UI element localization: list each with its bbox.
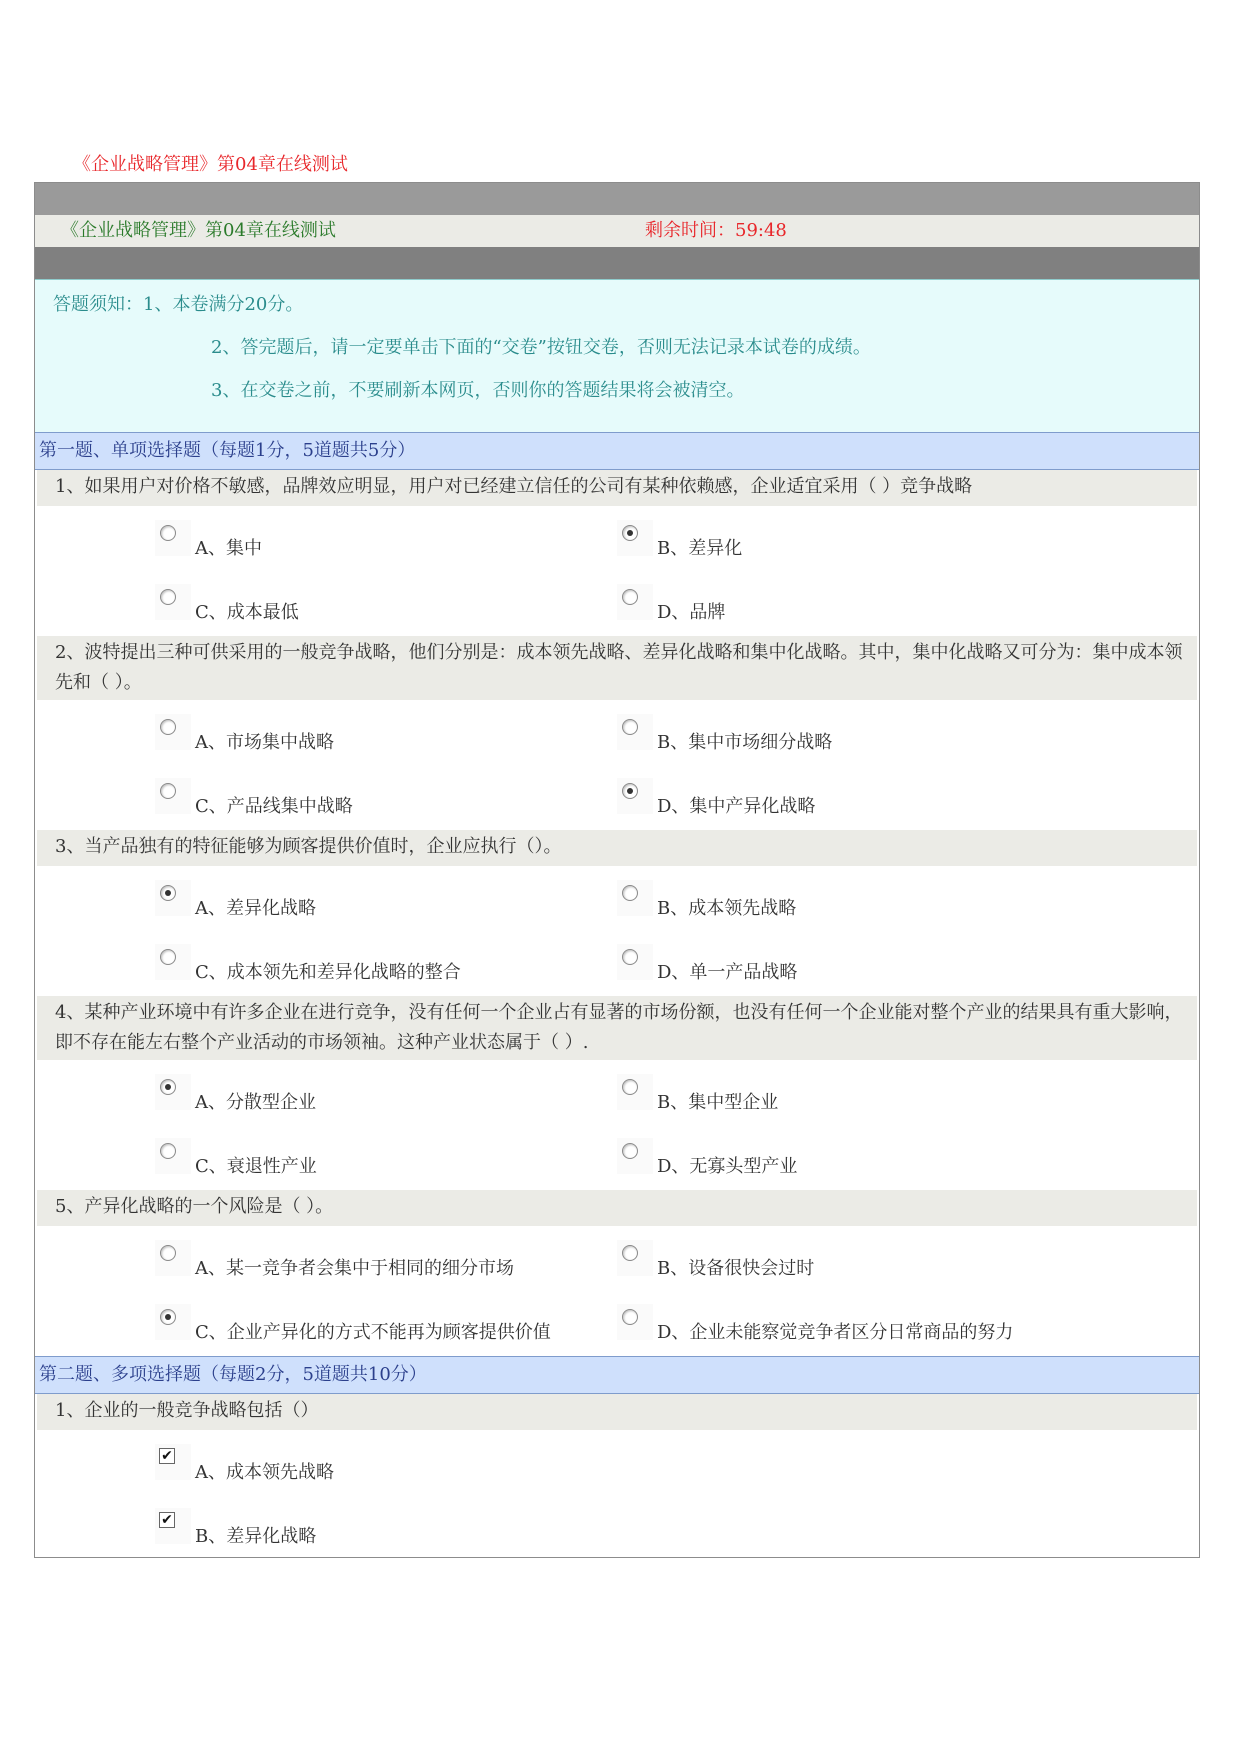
radio-button-icon[interactable]	[160, 1143, 176, 1159]
top-bar	[35, 183, 1199, 215]
exam-header	[35, 215, 1199, 247]
question-text: 2、波特提出三种可供采用的一般竞争战略，他们分别是：成本领先战略、差异化战略和集中化战略。其中，集中化战略又可分为：集中成本领先和（ ）。	[37, 636, 1197, 700]
section-single-choice-title: 第一题、单项选择题（每题1分，5道题共5分）	[35, 432, 1199, 470]
radio-button-icon[interactable]	[160, 525, 176, 541]
option-label: D、品牌	[657, 602, 726, 623]
radio-button-icon[interactable]	[622, 1245, 638, 1261]
radio-button-icon[interactable]	[622, 885, 638, 901]
radio-button-icon[interactable]	[622, 719, 638, 735]
option-label: B、成本领先战略	[657, 898, 797, 919]
option-label: A、成本领先战略	[195, 1462, 334, 1483]
question-options	[35, 506, 1199, 636]
radio-button-selected-icon[interactable]	[622, 783, 638, 799]
option-label: B、设备很快会过时	[657, 1258, 815, 1279]
radio-button-icon[interactable]	[160, 1245, 176, 1261]
option-label: C、成本领先和差异化战略的整合	[195, 962, 461, 983]
page-title: 《企业战略管理》第04章在线测试	[73, 154, 348, 175]
option-label: A、差异化战略	[195, 898, 316, 919]
radio-button-selected-icon[interactable]	[622, 525, 638, 541]
radio-button-selected-icon[interactable]	[160, 885, 176, 901]
radio-button-icon[interactable]	[622, 589, 638, 605]
exam-title: 《企业战略管理》第04章在线测试	[61, 220, 336, 241]
option-label: A、集中	[195, 538, 262, 559]
option-label: D、企业未能察觉竞争者区分日常商品的努力	[657, 1322, 1014, 1343]
question-text: 5、产异化战略的一个风险是（ ）。	[37, 1190, 1197, 1226]
question-text: 1、企业的一般竞争战略包括（）	[37, 1394, 1197, 1430]
option-label: C、产品线集中战略	[195, 796, 353, 817]
notice-line-2: 2、答完题后，请一定要单击下面的“交卷”按钮交卷，否则无法记录本试卷的成绩。	[211, 337, 871, 358]
option-label: C、衰退性产业	[195, 1156, 317, 1177]
question-text: 3、当产品独有的特征能够为顾客提供价值时，企业应执行（）。	[37, 830, 1197, 866]
notice-line-3: 3、在交卷之前，不要刷新本网页，否则你的答题结果将会被清空。	[211, 380, 745, 401]
radio-button-icon[interactable]	[160, 589, 176, 605]
question-options	[35, 866, 1199, 996]
instructions-box	[35, 279, 1199, 432]
question-text: 4、某种产业环境中有许多企业在进行竞争，没有任何一个企业占有显著的市场份额，也没有任何一个企业能对整个产业的结果具有重大影响，即不存在能左右整个产业活动的市场领袖。这种产业状态属于（ ）.	[37, 996, 1197, 1060]
header-bar	[35, 247, 1199, 279]
option-label: B、差异化	[657, 538, 743, 559]
option-label: A、分散型企业	[195, 1092, 316, 1113]
radio-button-selected-icon[interactable]	[160, 1079, 176, 1095]
radio-button-icon[interactable]	[622, 1143, 638, 1159]
option-label: A、某一竞争者会集中于相同的细分市场	[195, 1258, 514, 1279]
radio-button-icon[interactable]	[622, 949, 638, 965]
option-label: C、成本最低	[195, 602, 299, 623]
question-options	[35, 1226, 1199, 1356]
section-multiple-choice-title: 第二题、多项选择题（每题2分，5道题共10分）	[35, 1356, 1199, 1394]
question-options	[35, 1430, 1199, 1560]
option-label: D、无寡头型产业	[657, 1156, 798, 1177]
option-label: B、集中型企业	[657, 1092, 779, 1113]
option-label: D、集中产异化战略	[657, 796, 816, 817]
question-options	[35, 1060, 1199, 1190]
exam-container	[34, 182, 1200, 1558]
question-text: 1、如果用户对价格不敏感，品牌效应明显，用户对已经建立信任的公司有某种依赖感，企业适宜采用（ ）竞争战略	[37, 470, 1197, 506]
radio-button-selected-icon[interactable]	[160, 1309, 176, 1325]
checkbox-checked-icon[interactable]: ✔	[159, 1512, 175, 1528]
radio-button-icon[interactable]	[160, 783, 176, 799]
option-label: B、差异化战略	[195, 1526, 317, 1547]
notice-line-1: 答题须知：1、本卷满分20分。	[53, 294, 304, 315]
option-label: C、企业产异化的方式不能再为顾客提供价值	[195, 1322, 551, 1343]
checkbox-checked-icon[interactable]: ✔	[159, 1448, 175, 1464]
question-options	[35, 700, 1199, 830]
countdown-timer: 剩余时间：59:48	[645, 220, 787, 241]
radio-button-icon[interactable]	[160, 719, 176, 735]
option-label: A、市场集中战略	[195, 732, 334, 753]
option-label: B、集中市场细分战略	[657, 732, 833, 753]
option-label: D、单一产品战略	[657, 962, 798, 983]
radio-button-icon[interactable]	[622, 1309, 638, 1325]
radio-button-icon[interactable]	[160, 949, 176, 965]
radio-button-icon[interactable]	[622, 1079, 638, 1095]
